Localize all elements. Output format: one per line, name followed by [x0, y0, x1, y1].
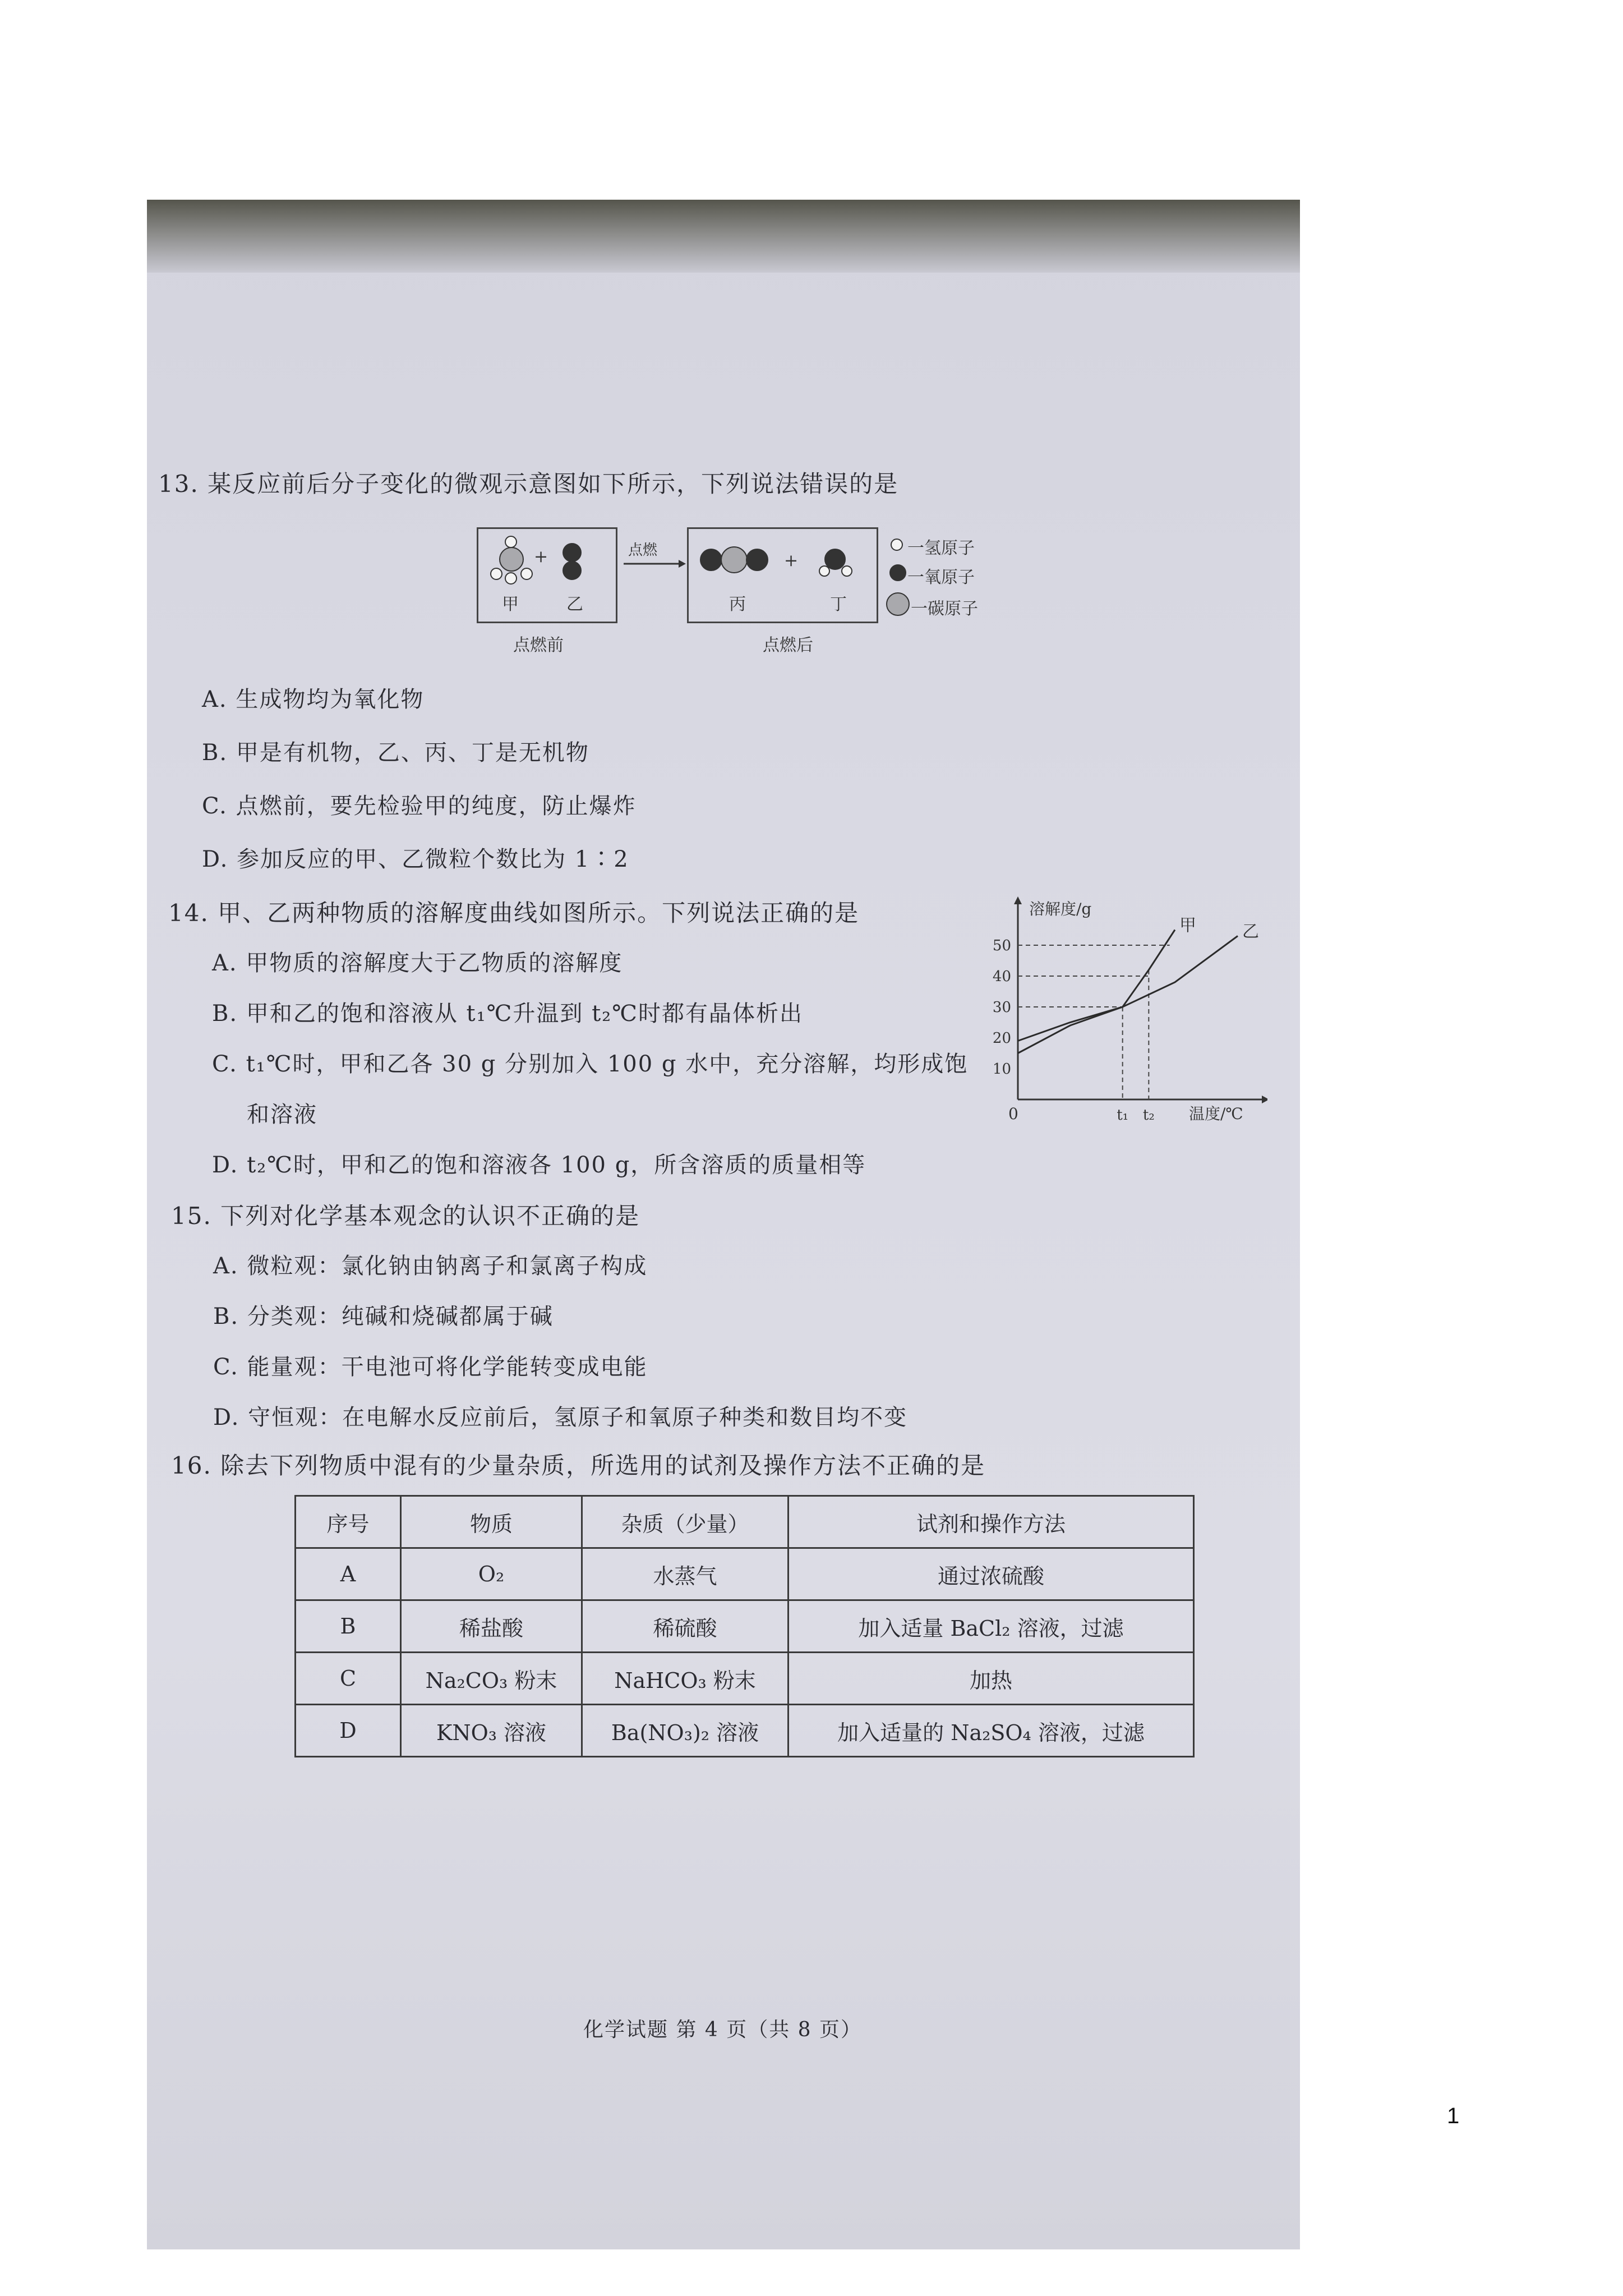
q14-option-b: B. 甲和乙的饱和溶液从 t₁℃升温到 t₂℃时都有晶体析出 — [212, 1001, 803, 1027]
table-cell: B — [296, 1600, 401, 1653]
hydrogen-atom — [490, 568, 502, 580]
label-yi: 乙 — [566, 595, 583, 614]
q14-stem: 14. 甲、乙两种物质的溶解度曲线如图所示。下列说法正确的是 — [168, 899, 860, 927]
y-tick-label: 40 — [992, 968, 1011, 985]
table-cell: Ba(NO₃)₂ 溶液 — [582, 1705, 789, 1757]
legend-oxygen-icon — [889, 564, 906, 581]
carbon-atom — [721, 546, 748, 573]
label-ding: 丁 — [830, 595, 847, 614]
table-header-row — [296, 1496, 1194, 1548]
y-tick-label: 50 — [992, 937, 1011, 954]
table-cell: 加入适量的 Na₂SO₄ 溶液，过滤 — [789, 1705, 1194, 1757]
series-label-乙: 乙 — [1242, 922, 1259, 942]
plus-sign: + — [534, 547, 548, 567]
table-row — [296, 1548, 1194, 1600]
table-cell: O₂ — [401, 1548, 582, 1600]
hydrogen-atom — [505, 572, 517, 585]
q13-stem: 13. 某反应前后分子变化的微观示意图如下所示，下列说法错误的是 — [158, 470, 899, 498]
series-line-甲 — [1018, 930, 1175, 1053]
table-row — [296, 1705, 1194, 1757]
series-line-乙 — [1018, 936, 1238, 1041]
q14-option-d: D. t₂℃时，甲和乙的饱和溶液各 100 g，所含溶质的质量相等 — [212, 1152, 866, 1178]
q13-option-a: A. 生成物均为氧化物 — [202, 687, 425, 712]
table-row — [296, 1600, 1194, 1653]
q13-option-b: B. 甲是有机物，乙、丙、丁是无机物 — [202, 740, 589, 766]
origin-label: 0 — [1008, 1105, 1018, 1123]
y-tick-label: 30 — [992, 999, 1011, 1016]
series-label-甲: 甲 — [1179, 915, 1196, 936]
before-caption: 点燃前 — [513, 636, 564, 655]
oxygen-atom — [562, 543, 582, 562]
oxygen-atom — [562, 561, 582, 580]
legend-oxygen: 一氧原子 — [907, 568, 975, 587]
q13-option-c: C. 点燃前，要先检验甲的纯度，防止爆炸 — [202, 793, 637, 819]
q15-option-b: B. 分类观：纯碱和烧碱都属于碱 — [213, 1304, 554, 1329]
table-row — [296, 1653, 1194, 1705]
hydrogen-atom — [520, 568, 533, 580]
arrow-label: 点燃 — [628, 542, 658, 559]
y-tick-label: 20 — [992, 1030, 1011, 1047]
header-cell: 物质 — [401, 1496, 582, 1548]
q14-option-c: C. t₁℃时，甲和乙各 30 g 分别加入 100 g 水中，充分溶解，均形成饱 — [212, 1051, 969, 1077]
table-cell: 通过浓硫酸 — [789, 1548, 1194, 1600]
label-jia: 甲 — [502, 595, 519, 614]
table-cell: 稀硫酸 — [582, 1600, 789, 1653]
y-axis-arrow — [1014, 896, 1022, 904]
q16-stem: 16. 除去下列物质中混有的少量杂质，所选用的试剂及操作方法不正确的是 — [171, 1452, 986, 1479]
page-footer: 化学试题 第 4 页（共 8 页） — [583, 2018, 863, 2041]
table-cell: NaHCO₃ 粉末 — [582, 1653, 789, 1705]
after-caption: 点燃后 — [763, 636, 813, 655]
table-cell: D — [296, 1705, 401, 1757]
q15-stem: 15. 下列对化学基本观念的认识不正确的是 — [171, 1202, 640, 1230]
solubility-chart — [976, 892, 1267, 1128]
header-cell: 试剂和操作方法 — [789, 1496, 1194, 1548]
table-cell: A — [296, 1548, 401, 1600]
hydrogen-atom — [819, 565, 830, 577]
hydrogen-atom — [841, 565, 852, 577]
hydrogen-atom — [505, 536, 517, 548]
header-cell: 杂质（少量） — [582, 1496, 789, 1548]
legend-carbon-icon — [886, 592, 910, 616]
q15-option-d: D. 守恒观：在电解水反应前后，氢原子和氧原子种类和数目均不变 — [213, 1405, 908, 1430]
q15-option-a: A. 微粒观：氯化钠由钠离子和氯离子构成 — [213, 1253, 648, 1279]
table-cell: 加热 — [789, 1653, 1194, 1705]
impurity-table — [294, 1495, 1195, 1757]
oxygen-atom — [746, 549, 768, 571]
q14-option-a: A. 甲物质的溶解度大于乙物质的溶解度 — [212, 950, 623, 976]
x-axis-label: 温度/℃ — [1189, 1105, 1243, 1123]
page-number: 1 — [1447, 2104, 1460, 2128]
legend-hydrogen: 一氢原子 — [907, 539, 975, 558]
x-tick-label: t₂ — [1142, 1107, 1155, 1124]
legend-hydrogen-icon — [891, 539, 903, 551]
table-cell: 水蒸气 — [582, 1548, 789, 1600]
table-cell: C — [296, 1653, 401, 1705]
oxygen-atom — [700, 549, 722, 571]
plus-sign: + — [784, 551, 799, 570]
q14-option-c-cont: 和溶液 — [247, 1102, 317, 1128]
x-axis-arrow — [1262, 1096, 1267, 1103]
table-cell: 加入适量 BaCl₂ 溶液，过滤 — [789, 1600, 1194, 1653]
y-axis-label: 溶解度/g — [1029, 900, 1092, 918]
reaction-arrow — [623, 558, 687, 569]
table-cell: KNO₃ 溶液 — [401, 1705, 582, 1757]
table-cell: 稀盐酸 — [401, 1600, 582, 1653]
photo-shadow — [147, 200, 1300, 273]
q13-option-d: D. 参加反应的甲、乙微粒个数比为 1∶2 — [202, 846, 629, 872]
y-tick-label: 10 — [992, 1061, 1011, 1078]
x-tick-label: t₁ — [1117, 1107, 1129, 1124]
header-cell: 序号 — [296, 1496, 401, 1548]
q15-option-c: C. 能量观：干电池可将化学能转变成电能 — [213, 1354, 648, 1380]
carbon-atom — [499, 547, 524, 572]
table-cell: Na₂CO₃ 粉末 — [401, 1653, 582, 1705]
label-bing: 丙 — [729, 595, 746, 614]
legend-carbon: 一碳原子 — [911, 599, 978, 619]
